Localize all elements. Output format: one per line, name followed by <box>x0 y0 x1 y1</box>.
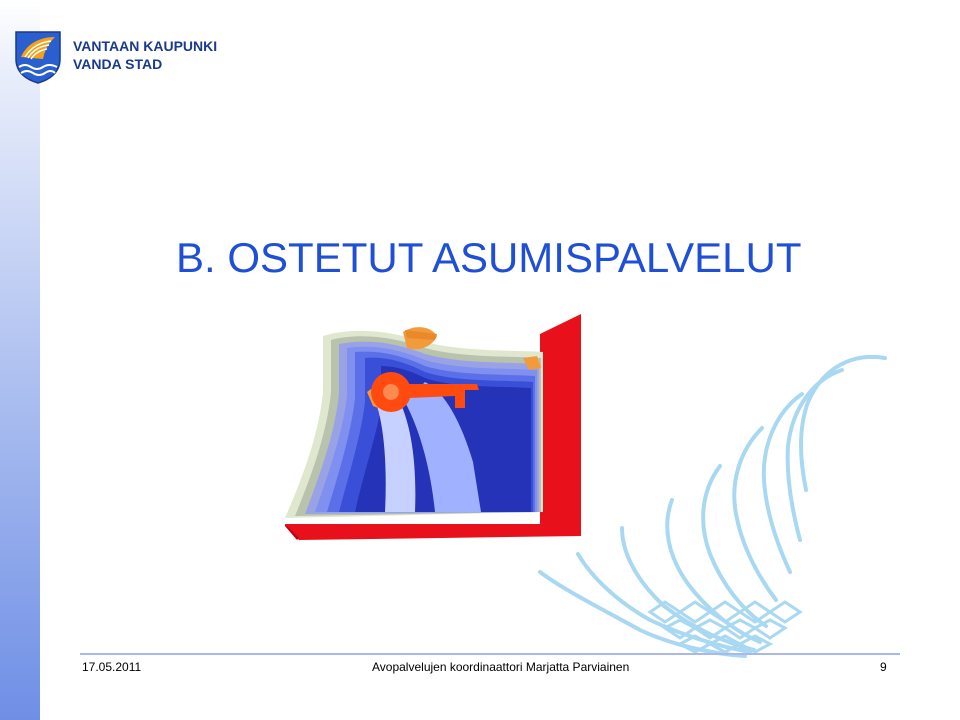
org-name-swedish: VANDA STAD <box>73 56 163 72</box>
page-number: 9 <box>880 660 887 674</box>
slide-title: B. OSTETUT ASUMISPALVELUT <box>176 234 802 281</box>
footer-date: 17.05.2011 <box>82 660 142 674</box>
footer-presenter: Avopalvelujen koordinaattori Marjatta Parviainen <box>372 660 630 674</box>
person-with-key-opening-door-icon <box>285 312 585 544</box>
left-gradient-bar <box>0 0 40 720</box>
footer-divider <box>80 653 900 655</box>
org-name-finnish: VANTAAN KAUPUNKI <box>73 38 218 54</box>
wing-watermark-icon <box>530 350 900 660</box>
vantaa-coat-of-arms-icon <box>13 29 63 85</box>
organization-name <box>73 37 217 73</box>
